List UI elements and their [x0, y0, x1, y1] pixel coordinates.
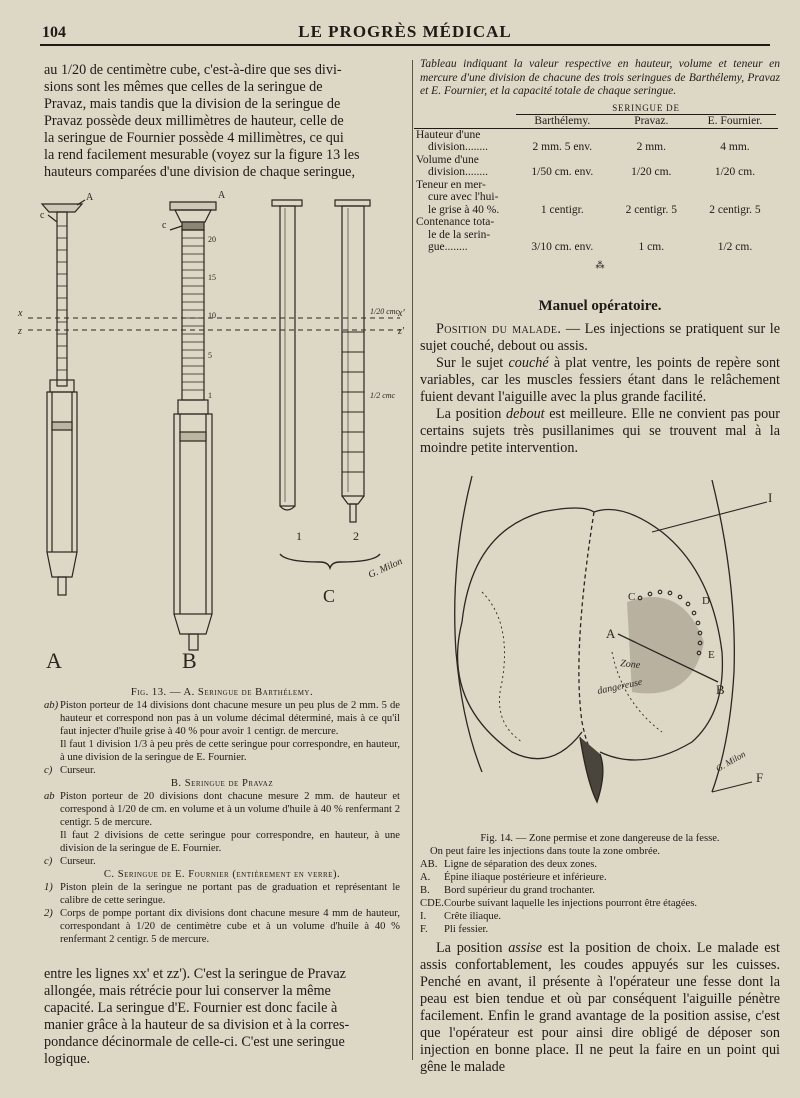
figure-13-caption [44, 686, 400, 946]
table-title: Tableau indiquant la valeur respective en hauteur, volume et teneur en mercure d'une division de chacune des trois seringues de Barthélemy, Pravaz et E. Fournier, et la capacité totale de chaque seringue. [420, 58, 780, 97]
fig13-mark-c-b: c [162, 220, 167, 231]
label-2: 2 [353, 529, 359, 543]
left-top-text [44, 62, 400, 181]
row-label: Hauteur d'une division........ [416, 128, 489, 153]
legend-item [420, 884, 780, 897]
legend-item [420, 858, 780, 871]
cc-mid-label: 1/2 cmc [370, 391, 396, 400]
syringe-a [42, 200, 85, 595]
table-row [414, 179, 778, 217]
table-cell: 1/50 cm. env. [531, 166, 594, 178]
figure-14-buttock [422, 472, 792, 822]
label-b: B [182, 648, 197, 673]
text-line: entre les lignes xx' et zz'). C'est la seringue de Pravaz [44, 966, 346, 982]
text-line: la seringue de Fournier possède 4 millimètres, ce qui [44, 130, 344, 146]
column-header: Pravaz. [634, 115, 669, 127]
scale-label: 15 [208, 273, 216, 282]
caption-key: c) [44, 856, 53, 867]
scale-label: 20 [208, 235, 216, 244]
table-header-row [414, 115, 778, 128]
line-x-label: x [18, 308, 23, 319]
section-body [420, 321, 780, 457]
caption-subtitle: B. Seringue de Pravaz [170, 778, 274, 789]
table-cell: 1 centigr. [540, 203, 584, 216]
cc-top-label: 1/20 cmc [370, 307, 400, 316]
fig14-signature: G. Milon [714, 748, 748, 774]
table-cell: 1/2 cm. [717, 241, 753, 253]
table-cell: 1/20 cm. [631, 166, 672, 178]
text-line: capacité. La seringue d'E. Fournier est donc facile à [44, 1000, 338, 1016]
right-outline [712, 480, 734, 792]
caption-text: Il faut 1 division 1/3 à peu près de cette seringue pour correspondre, en hauteur, à une division de la seringue de E. Fournier. [60, 739, 400, 763]
caption-text: Piston porteur de 14 divisions dont chacune mesure un peu plus de 2 mm. 5 de hauteur et correspond non pas à un volume décimal déterminé, mais à ce qu'il faut injecter d'huile grise à 40 % pour avoir 1 centigr. de mercure. [60, 700, 400, 737]
text-line: logique. [44, 1051, 91, 1067]
syringe-c2 [335, 200, 370, 522]
legend-text: Bord supérieur du grand trochanter. [444, 885, 595, 896]
syringe-b [170, 202, 216, 650]
fig13-caption-title: Fig. 13. — A. Seringue de Barthélemy. [130, 687, 314, 698]
fig13-mark-a-b: A [218, 190, 226, 201]
legend-text: Pli fessier. [444, 924, 489, 935]
left-bottom-text [44, 966, 400, 1068]
table-cell: 3/10 cm. env. [531, 241, 594, 253]
label-1: 1 [296, 529, 302, 543]
page-number: 104 [42, 24, 66, 41]
point-f: F [756, 770, 764, 785]
row-label: Teneur en mer- cure avec l'hui- le grise à 40 %. [416, 178, 500, 216]
paragraph: Position du malade. — Les injections se pratiquent sur le sujet couché, debout ou assis. [420, 321, 780, 354]
fig13-signature: G. Milon [366, 556, 405, 581]
text-line: Pravaz possède deux millimètres de hauteur, celle de [44, 113, 344, 129]
caption-text: Curseur. [60, 856, 96, 867]
paragraph: La position debout est meilleure. Elle ne convient pas pour certains sujets très pusillanimes qui se trouvent mal à la moindre petite intervention. [420, 406, 781, 456]
table-cell: 2 centigr. 5 [625, 203, 677, 216]
table-cell: 2 mm. [636, 141, 666, 153]
text-line: au 1/20 de centimètre cube, c'est-à-dire que ses divi- [44, 62, 342, 78]
caption-text: Corps de pompe portant dix divisions dont chacune mesure 4 mm de hauteur, correspondant à 1/20 de centimètre cube et à un volume d'huile à 40 % renfermant 2 centigr. 5 de mercure. [60, 908, 400, 945]
line-z-label: z [18, 326, 22, 337]
scale-label: 10 [208, 311, 216, 320]
caption-text: Piston plein de la seringue ne portant pas de graduation et représentant le calibre de cette seringue. [60, 882, 400, 906]
column-divider [412, 60, 413, 1060]
label-a: A [46, 648, 62, 673]
table-cell: 1/20 cm. [714, 166, 756, 178]
pointer-i [652, 502, 767, 532]
caption-text: On peut faire les injections dans toute la zone ombrée. [430, 846, 661, 857]
zone-label: dangereuse [596, 676, 644, 697]
legend-text: Ligne de séparation des deux zones. [444, 859, 597, 870]
caption-key: ab) [44, 700, 59, 711]
point-c: C [628, 591, 636, 603]
column-header: Barthélemy. [534, 115, 591, 127]
legend-key: CDE. [420, 898, 444, 909]
comparison-table-block [416, 58, 780, 271]
point-b: B [716, 682, 725, 697]
zone-label: Zone [619, 658, 641, 672]
caption-item [44, 881, 400, 907]
legend-text: Courbe suivant laquelle les injections pourront être étagées. [444, 898, 697, 909]
caption-key: ab [44, 791, 55, 802]
scale-label: 5 [208, 351, 212, 360]
ornament-icon: ⁂ [595, 259, 605, 270]
legend-item [420, 871, 780, 884]
fig14-caption-title: Fig. 14. — Zone permise et zone dangereuse de la fesse. [480, 833, 720, 844]
journal-title: LE PROGRÈS MÉDICAL [298, 22, 512, 41]
text-line: manier grâce à la hauteur de sa division et à la corres- [44, 1017, 350, 1033]
legend-key: A. [420, 872, 431, 883]
caption-key: 1) [44, 882, 53, 893]
table-row [414, 216, 778, 254]
point-d: D [702, 595, 710, 607]
section-title: Manuel opératoire. [538, 298, 662, 314]
legend-text: Crête iliaque. [444, 911, 502, 922]
fig13-mark-a: A [86, 192, 94, 203]
caption-item [44, 764, 400, 777]
label-c: C [323, 586, 336, 606]
comparison-table [414, 102, 778, 254]
column-header: E. Fournier. [707, 115, 763, 127]
caption-item [44, 855, 400, 868]
caption-subtitle: C. Seringue de E. Fournier (entièrement en verre). [103, 869, 341, 880]
line-zp-label: z' [398, 326, 405, 337]
pointer-f [712, 782, 752, 792]
line-xp-label: x' [398, 308, 405, 319]
table-cell: 2 centigr. 5 [709, 203, 761, 216]
scale-label: 1 [208, 391, 212, 400]
paragraph: La position assise est la position de choix. Le malade est assis confortablement, les coudes appuyés sur les cuisses. Penché en avant, il présente à l'opérateur une fesse dont la peau est bien tendue et où par conséquent l'aiguille pénètre facilement. Enfin le grand avantage de la position assise, c'est que l'opérateur est pour ainsi dire obligé de déposer son injection en bonne place. Il ne peut la faire en un point qui gêne le malade [420, 940, 780, 1075]
table-cell: 2 mm. 5 env. [532, 141, 593, 153]
table-cell: 4 mm. [720, 141, 750, 153]
text-line: la rend facilement mesurable (voyez sur la figure 13 les [44, 147, 360, 163]
figure-14-caption [420, 832, 780, 936]
point-e: E [708, 649, 715, 661]
text-line: hauteurs comparées d'une division de chaque seringue, [44, 164, 356, 180]
legend-key: B. [420, 885, 430, 896]
point-i: I [768, 490, 773, 505]
section-block [420, 298, 780, 457]
legend-key: F. [420, 924, 428, 935]
text-line: pondance décinormale de celle-ci. C'est une seringue [44, 1034, 345, 1050]
table-row [414, 154, 778, 179]
point-a: A [606, 626, 616, 641]
header-rule [40, 44, 770, 46]
caption-text: Il faut 2 divisions de cette seringue pour correspondre, en hauteur, à une division de la seringue de E. Fournier. [60, 830, 400, 854]
caption-key: 2) [44, 908, 53, 919]
syringe-c1 [272, 200, 302, 510]
table-cell: 1 cm. [638, 241, 665, 253]
table-group-label: SERINGUE DE [612, 102, 680, 113]
figure-13-syringes [10, 182, 410, 682]
table-row [414, 128, 778, 154]
row-label: Contenance tota- le de la serin- gue........ [416, 216, 495, 253]
legend-text: Épine iliaque postérieure et inférieure. [444, 872, 607, 883]
text-line: sions sont les mêmes que celles de la seringue de [44, 79, 323, 95]
right-bottom-text [420, 940, 780, 1076]
caption-key: c) [44, 765, 53, 776]
paragraph: Sur le sujet couché à plat ventre, les points de repère sont variables, car les muscles fessiers étant dans le relâchement fuient devant l'aiguille avec la plus grande facilité. [420, 355, 780, 405]
brace [280, 554, 380, 568]
legend-key: I. [420, 911, 427, 922]
caption-item [44, 699, 400, 738]
fig13-mark-c: c [40, 210, 45, 221]
caption-text: Piston porteur de 20 divisions dont chacune mesure 2 mm. de hauteur et correspond à 1/20 de cm. en volume et à un volume d'huile à 40 % renfermant 2 centigr. 5 de mercure. [60, 791, 400, 828]
legend-item [420, 910, 780, 923]
left-outline [455, 476, 482, 772]
caption-item [44, 790, 400, 829]
row-label: Volume d'une division........ [416, 153, 489, 178]
caption-item [44, 907, 400, 946]
legend-key: AB. [420, 859, 438, 870]
legend-item [420, 923, 780, 936]
caption-text: Curseur. [60, 765, 96, 776]
text-line: Pravaz, mais tandis que la division de la seringue de [44, 96, 341, 112]
text-line: allongée, mais rétrécie pour lui conserver la même [44, 983, 331, 999]
legend-item [420, 897, 780, 910]
